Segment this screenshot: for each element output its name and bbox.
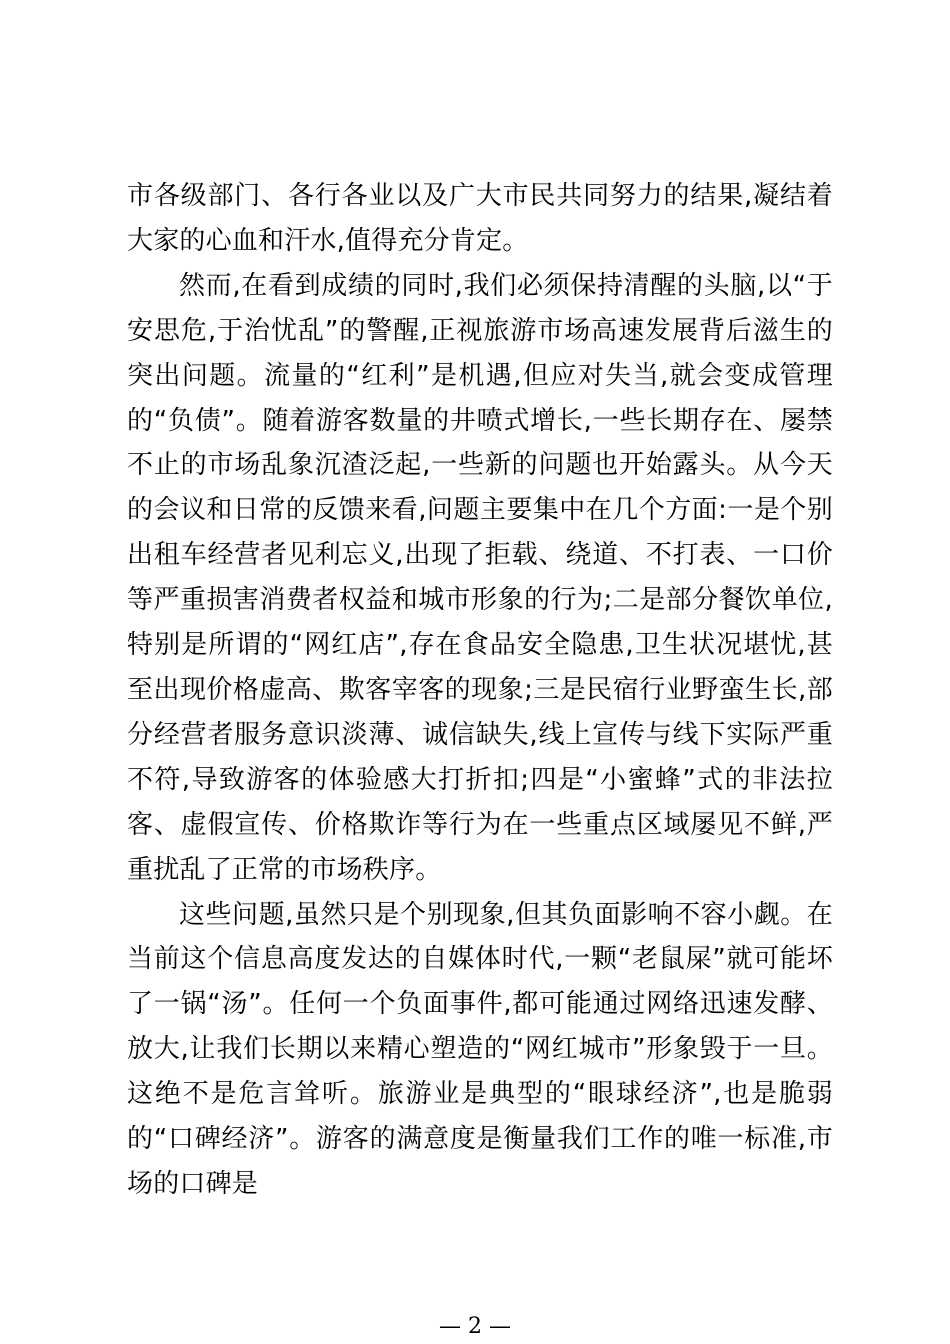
document-body — [127, 174, 833, 1207]
paragraph-problems: 然而,在看到成绩的同时,我们必须保持清醒的头脑,以“于安思危,于治忧乱”的警醒,正视旅游市场高速发展背后滋生的突出问题。流量的“红利”是机遇,但应对失当,就会变成管理的“负债”。随着游客数量的井喷式增长,一些长期存在、屡禁不止的市场乱象沉渣泛起,一些新的问题也开始露头。从今天的会议和日常的反馈来看,问题主要集中在几个方面:一是个别出租车经营者见利忘义,出现了拒载、绕道、不打表、一口价等严重损害消费者权益和城市形象的行为;二是部分餐饮单位,特别是所谓的“网红店”,存在食品安全隐患,卫生状况堪忧,甚至出现价格虚高、欺客宰客的现象;三是民宿行业野蛮生长,部分经营者服务意识淡薄、诚信缺失,线上宣传与线下实际严重不符,导致游客的体验感大打折扣;四是“小蜜蜂”式的非法拉客、虚假宣传、价格欺诈等行为在一些重点区域屡见不鲜,严重扰乱了正常的市场秩序。 — [127, 270, 833, 885]
paragraph-impact: 这些问题,虽然只是个别现象,但其负面影响不容小觑。在当前这个信息高度发达的自媒体时代,一颗“老鼠屎”就可能坏了一锅“汤”。任何一个负面事件,都可能通过网络迅速发酵、放大,让我们长期以来精心塑造的“网红城市”形象毁于一旦。这绝不是危言耸听。旅游业是典型的“眼球经济”,也是脆弱的“口碑经济”。游客的满意度是衡量我们工作的唯一标准,市场的口碑是 — [127, 899, 833, 1199]
page-number: — 2 — — [439, 1314, 511, 1339]
paragraph-continuation: 市各级部门、各行各业以及广大市民共同努力的结果,凝结着大家的心血和汗水,值得充分肯定。 — [127, 181, 833, 256]
